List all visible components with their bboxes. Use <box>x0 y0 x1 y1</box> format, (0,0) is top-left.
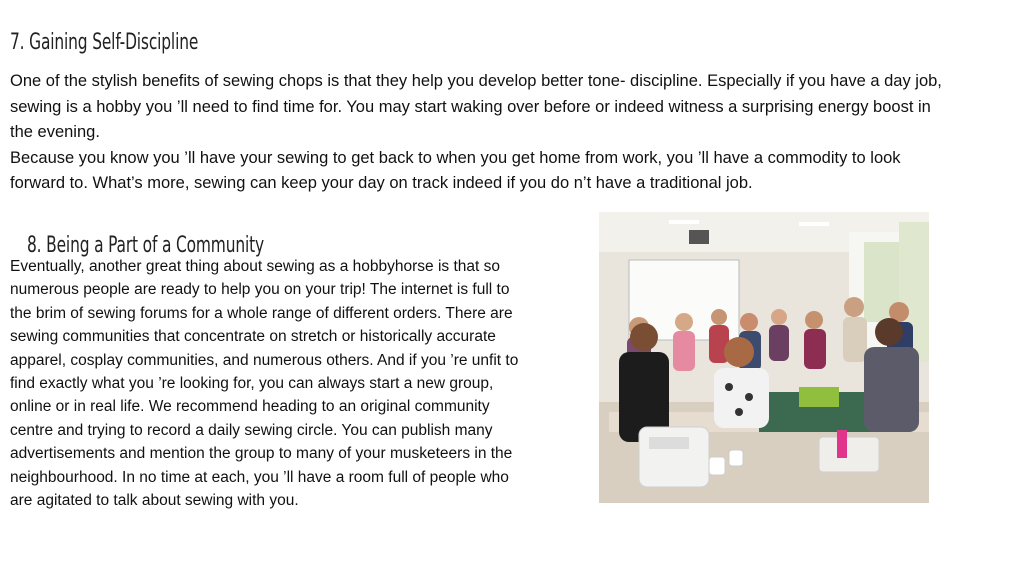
section-7-paragraph-2: Because you know you ’ll have your sewing to get back to when you get home from work, you ’ll have a commodity to look forward to. What’s more, sewing can keep your day on track indeed if you do n’t have a traditional job. <box>10 148 901 192</box>
sewing-community-photo <box>599 212 929 503</box>
section-7-heading: 7. Gaining Self-Discipline <box>10 30 199 55</box>
section-8-paragraph: Eventually, another great thing about sewing as a hobbyhorse is that so numerous people are ready to help you on your trip! The internet is full to the brim of sewing forums for a whole range of different orders. There are sewing communities that concentrate on stretch or historically accurate apparel, cosplay communities, and numerous others. And if you ’re unfit to find exactly what you ’re looking for, you can always start a new group, online or in real life. We recommend heading to an original community centre and trying to record a daily sewing circle. You can publish many advertisements and mention the group to many of your musketeers in the neighbourhood. In no time at each, you ’ll have a room full of people who are agitated to talk about sewing with you. <box>10 258 519 510</box>
section-7-body <box>10 69 945 197</box>
section-8-heading: 8. Being a Part of a Community <box>27 233 264 258</box>
section-7-paragraph-1: One of the stylish benefits of sewing chops is that they help you develop better tone- discipline. Especially if you have a day job, sewing is a hobby you ’ll need to find time for. You may start waking over before or indeed witness a surprising energy boost in the evening. <box>10 72 942 141</box>
